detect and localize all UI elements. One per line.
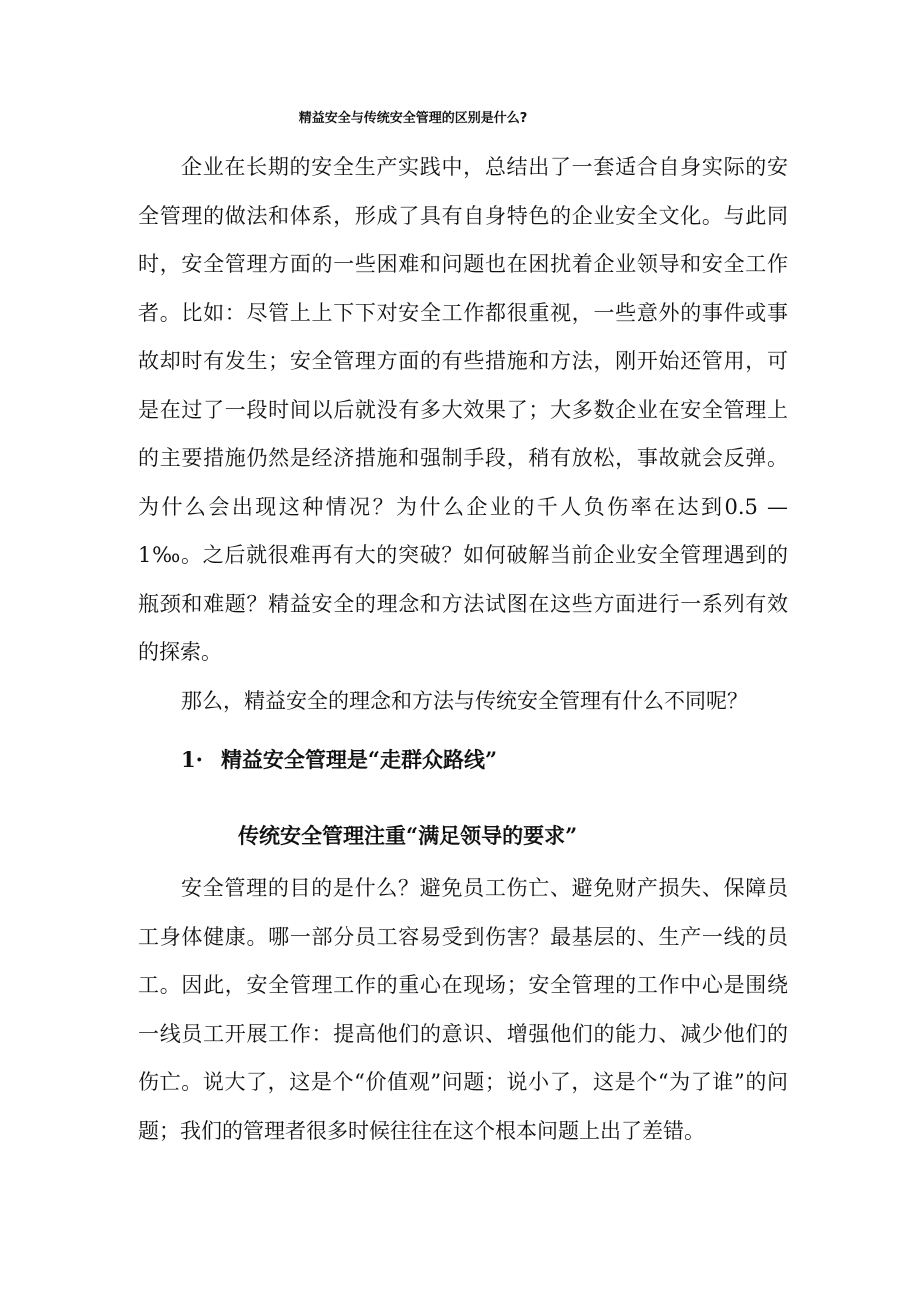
section-number: 1·	[181, 747, 203, 772]
section-heading-1	[181, 745, 497, 775]
paragraph-question: 那么，精益安全的理念和方法与传统安全管理有什么不同呢？	[181, 689, 748, 713]
section-heading-1-text: 精益安全管理是“走群众路线”	[220, 747, 498, 772]
paragraph-intro: 企业在长期的安全生产实践中，总结出了一套适合自身实际的安全管理的做法和体系，形成了具有自身特色的企业安全文化。与此同时，安全管理方面的一些困难和问题也在困扰着企业领导和安全工作者。比如：尽管上上下下对安全工作都很重视，一些意外的事件或事故却时有发生；安全管理方面的有些措施和方法，刚开始还管用，可是在过了一段时间以后就没有多大效果了；大多数企业在安全管理上的主要措施仍然是经济措施和强制手段，稍有放松，事故就会反弹。为什么会出现这种情况？为什么企业的千人负伤率在达到0.5 — 1‰。之后就很难再有大的突破？如何破解当前企业安全管理遇到的瓶颈和难题？精益安全的理念和方法试图在这些方面进行一系列有效的探索。	[138, 155, 788, 664]
paragraph-purpose: 安全管理的目的是什么？避免员工伤亡、避免财产损失、保障员工身体健康。哪一部分员工容易受到伤害？最基层的、生产一线的员工。因此，安全管理工作的重心在现场；安全管理的工作中心是围绕一线员工开展工作：提高他们的意识、增强他们的能力、减少他们的伤亡。说大了，这是个“价值观”问题；说小了，这是个“为了谁”的问题；我们的管理者很多时候往往在这个根本问题上出了差错。	[138, 876, 788, 1143]
document-title: 精益安全与传统安全管理的区别是什么?	[298, 111, 528, 126]
section-subheading: 传统安全管理注重“满足领导的要求”	[238, 823, 578, 848]
